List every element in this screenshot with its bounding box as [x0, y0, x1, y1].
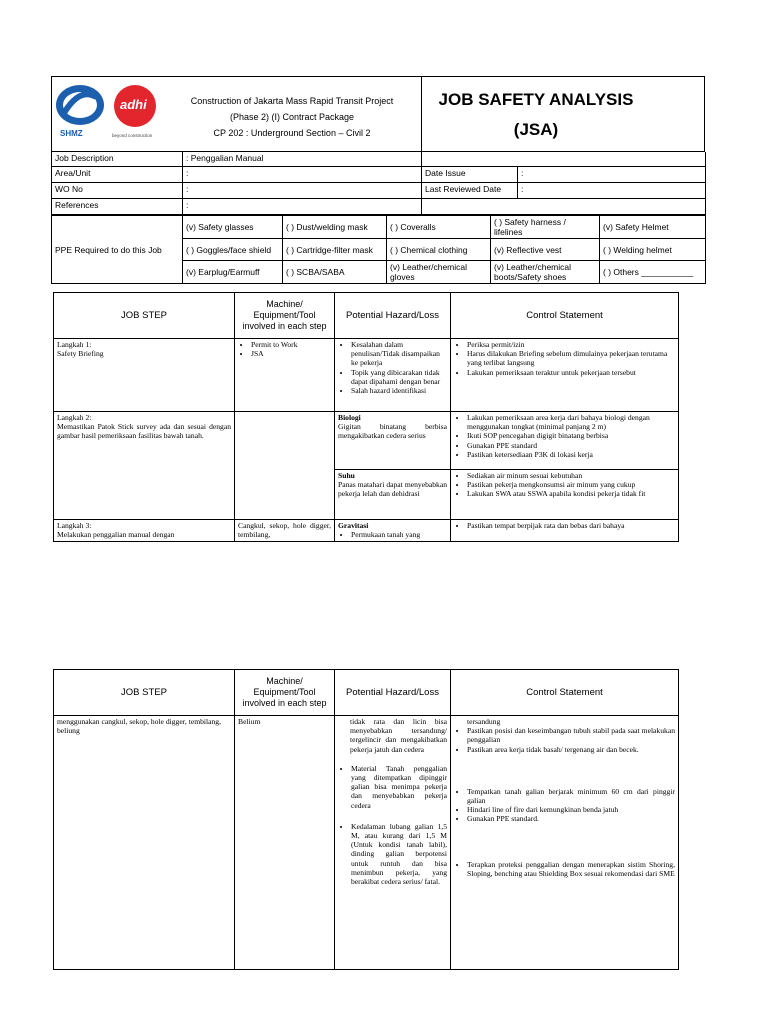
- control-item: • Pastikan pekerja mengkonsumsi air minum yang cukup: [467, 480, 675, 489]
- hazard-cell: [335, 339, 451, 412]
- control-item: • Gunakan PPE standard: [467, 441, 675, 450]
- ppe-item[interactable]: ( ) Others ___________: [600, 261, 706, 284]
- tools-cell: [235, 339, 335, 412]
- control-item: • Lakukan pemeriksaan teraktur untuk pekerjaan tersebut: [467, 368, 675, 377]
- header-machine: Machine/ Equipment/Tool involved in each step: [235, 293, 335, 339]
- jsa-table-1: [53, 292, 679, 542]
- ref-value[interactable]: :: [183, 199, 422, 215]
- control-item: • Lakukan pemeriksaan area kerja dari bahaya biologi dengan menggunakan tongkat (minimal panjang 2 m): [467, 413, 675, 431]
- date-issue-label: Date Issue: [422, 167, 518, 183]
- control-item: • Tempatkan tanah galian berjarak minimum 60 cm dari pinggir galian: [467, 787, 675, 805]
- ppe-item[interactable]: (v) Safety Helmet: [600, 216, 706, 239]
- step-title: Langkah 1:: [57, 340, 92, 349]
- area-value[interactable]: :: [183, 167, 422, 183]
- ppe-item[interactable]: ( ) Coveralls: [387, 216, 491, 239]
- ppe-item[interactable]: ( ) SCBA/SABA: [283, 261, 387, 284]
- control-item: • Harus dilakukan Briefing sebelum dimulainya pekerjaan terutama yang terlibat langsung: [467, 349, 675, 367]
- hazard-cell: [335, 520, 451, 542]
- hazard-item: • Material Tanah penggalian yang ditempatkan dipinggir galian bisa menimpa pekerja dan menyebabkan pekerja cedera: [351, 764, 447, 810]
- adhi-logo: [112, 83, 160, 145]
- hazard-item: • Topik yang dibicarakan tidak dapat dipahami dengan benar: [351, 368, 447, 386]
- hazard-cell: [335, 716, 451, 970]
- tools-cell: [235, 470, 335, 520]
- control-item: • Gunakan PPE standard.: [467, 814, 675, 823]
- adhi-logo-text: adhi: [120, 97, 147, 112]
- control-item: • Hindari line of fire dari kemungkinan benda jatuh: [467, 805, 675, 814]
- hazard-text: Gigitan binatang berbisa mengakibatkan cedera serius: [338, 422, 447, 441]
- ppe-item[interactable]: ( ) Safety harness / lifelines: [491, 216, 600, 239]
- step-desc: Melakukan penggalian manual dengan: [57, 530, 175, 540]
- header-hazard: Potential Hazard/Loss: [335, 670, 451, 716]
- hazard-item: • Kedalaman lubang galian 1,5 M, atau kurang dari 1,5 M (Untuk kondisi tanah labil), dinding galian berpotensi untuk runtuh dan bisa menimbun pekerja, yang berakibat cedera serius/ fatal.: [351, 822, 447, 886]
- header-control: Control Statement: [451, 293, 679, 339]
- control-cell: [451, 520, 679, 542]
- control-item: • Pastikan area kerja tidak basah/ tergenang air dan becek.: [467, 745, 675, 754]
- adhi-logo-sub: beyond construction: [112, 133, 153, 138]
- info-blank: [422, 152, 706, 167]
- control-item: • Terapkan proteksi penggalian dengan menerapkan sistim Shoring, Sloping, benching atau Shielding Box sesuai rekomendasi dari SME: [467, 860, 675, 878]
- ref-label: References: [52, 199, 183, 215]
- control-item: • Pastikan tempat berpijak rata dan bebas dari bahaya: [467, 521, 675, 530]
- step-desc: Memastikan Patok Stick survey ada dan sesuai dengan gambar hasil pemeriksaan fasilitas bawah tanah.: [57, 422, 231, 441]
- header-hazard: Potential Hazard/Loss: [335, 293, 451, 339]
- control-cell: [451, 339, 679, 412]
- ppe-label: PPE Required to do this Job: [52, 216, 183, 284]
- jsa-title: [422, 85, 650, 145]
- control-item: • Sediakan air minum sesuai kebutuhan: [467, 471, 675, 480]
- step-cell: [54, 339, 235, 412]
- tools-cell: Belium: [235, 716, 335, 970]
- last-review-label: Last Reviewed Date: [422, 183, 518, 199]
- ppe-item[interactable]: ( ) Goggles/face shield: [183, 239, 283, 261]
- hazard-text: Panas matahari dapat menyebabkan pekerja lelah dan dehidrasi: [338, 480, 447, 499]
- jsa-title-line2: (JSA): [513, 120, 559, 139]
- header-job-step: JOB STEP: [54, 293, 235, 339]
- control-item: • Pastikan ketersediaan P3K di lokasi kerja: [467, 450, 675, 459]
- step-cell: [54, 520, 235, 542]
- ppe-item[interactable]: ( ) Chemical clothing: [387, 239, 491, 261]
- hazard-title: Biologi: [338, 413, 361, 422]
- area-label: Area/Unit: [52, 167, 183, 183]
- ref-blank: [422, 199, 706, 215]
- tools-cell: [235, 412, 335, 470]
- control-item: • Periksa permit/izin: [467, 340, 675, 349]
- project-title: [164, 93, 420, 141]
- shimizu-logo-icon: [54, 83, 106, 133]
- ppe-item[interactable]: (v) Safety glasses: [183, 216, 283, 239]
- header-box: [51, 76, 705, 152]
- hazard-title: Gravitasi: [338, 521, 369, 530]
- step-desc: Safety Briefing: [57, 349, 104, 359]
- ppe-item[interactable]: ( ) Dust/welding mask: [283, 216, 387, 239]
- ppe-item[interactable]: ( ) Welding helmet: [600, 239, 706, 261]
- shimizu-logo-text: SHMZ: [60, 129, 83, 138]
- tool-item: • JSA: [251, 349, 331, 358]
- job-desc-value[interactable]: : Penggalian Manual: [183, 152, 422, 167]
- project-line-1: Construction of Jakarta Mass Rapid Transit Project: [190, 96, 394, 106]
- shimizu-logo: [54, 83, 106, 143]
- control-item: • Ikuti SOP pencegahan digigit binatang berbisa: [467, 431, 675, 440]
- tool-item: • Permit to Work: [251, 340, 331, 349]
- date-issue-value[interactable]: :: [518, 167, 706, 183]
- hazard-item: • Salah hazard identifikasi: [351, 386, 447, 395]
- hazard-item: • Kesalahan dalam penulisan/Tidak disampaikan ke pekerja: [351, 340, 447, 368]
- ppe-item[interactable]: (v) Reflective vest: [491, 239, 600, 261]
- job-desc-label: Job Description: [52, 152, 183, 167]
- ppe-item[interactable]: ( ) Cartridge-filter mask: [283, 239, 387, 261]
- header-job-step: JOB STEP: [54, 670, 235, 716]
- step-cell: menggunakan cangkul, sekop, hole digger, tembilang, beliung: [54, 716, 235, 970]
- step-cell: [54, 412, 235, 470]
- hazard-title: Suhu: [338, 471, 355, 480]
- header-control: Control Statement: [451, 670, 679, 716]
- project-line-3: CP 202 : Underground Section – Civil 2: [213, 128, 371, 138]
- control-item: • Pastikan posisi dan keseimbangan tubuh stabil pada saat melakukan penggalian: [467, 726, 675, 744]
- wo-label: WO No: [52, 183, 183, 199]
- wo-value[interactable]: :: [183, 183, 422, 199]
- ppe-item[interactable]: (v) Leather/chemical boots/Safety shoes: [491, 261, 600, 284]
- step-title: Langkah 2:: [57, 413, 92, 422]
- ppe-item[interactable]: (v) Leather/chemical gloves: [387, 261, 491, 284]
- last-review-value[interactable]: :: [518, 183, 706, 199]
- ppe-item[interactable]: (v) Earplug/Earmuff: [183, 261, 283, 284]
- ppe-table: [51, 215, 706, 284]
- hazard-cell: [335, 412, 451, 470]
- hazard-cell: [335, 470, 451, 520]
- control-cell: [451, 716, 679, 970]
- step-cell: [54, 470, 235, 520]
- header-machine: Machine/ Equipment/Tool involved in each step: [235, 670, 335, 716]
- step-title: Langkah 3:: [57, 521, 92, 530]
- control-text: tersandung: [467, 717, 501, 726]
- project-line-2: (Phase 2) (I) Contract Package: [229, 112, 355, 122]
- tools-cell: Cangkul, sekop, hole digger, tembilang,: [235, 520, 335, 542]
- control-cell: [451, 470, 679, 520]
- jsa-title-line1: JOB SAFETY ANALYSIS: [438, 90, 634, 109]
- jsa-table-2: [53, 669, 679, 970]
- control-cell: [451, 412, 679, 470]
- control-item: • Lakukan SWA atau SSWA apabila kondisi pekerja tidak fit: [467, 489, 675, 498]
- hazard-text: tidak rata dan licin bisa menyebabkan tersandung/ tergelincir dan mengakibatkan pekerja jatuh dan cedera: [350, 717, 447, 754]
- hazard-item: • Permukaan tanah yang: [351, 530, 447, 539]
- info-table: [51, 151, 706, 215]
